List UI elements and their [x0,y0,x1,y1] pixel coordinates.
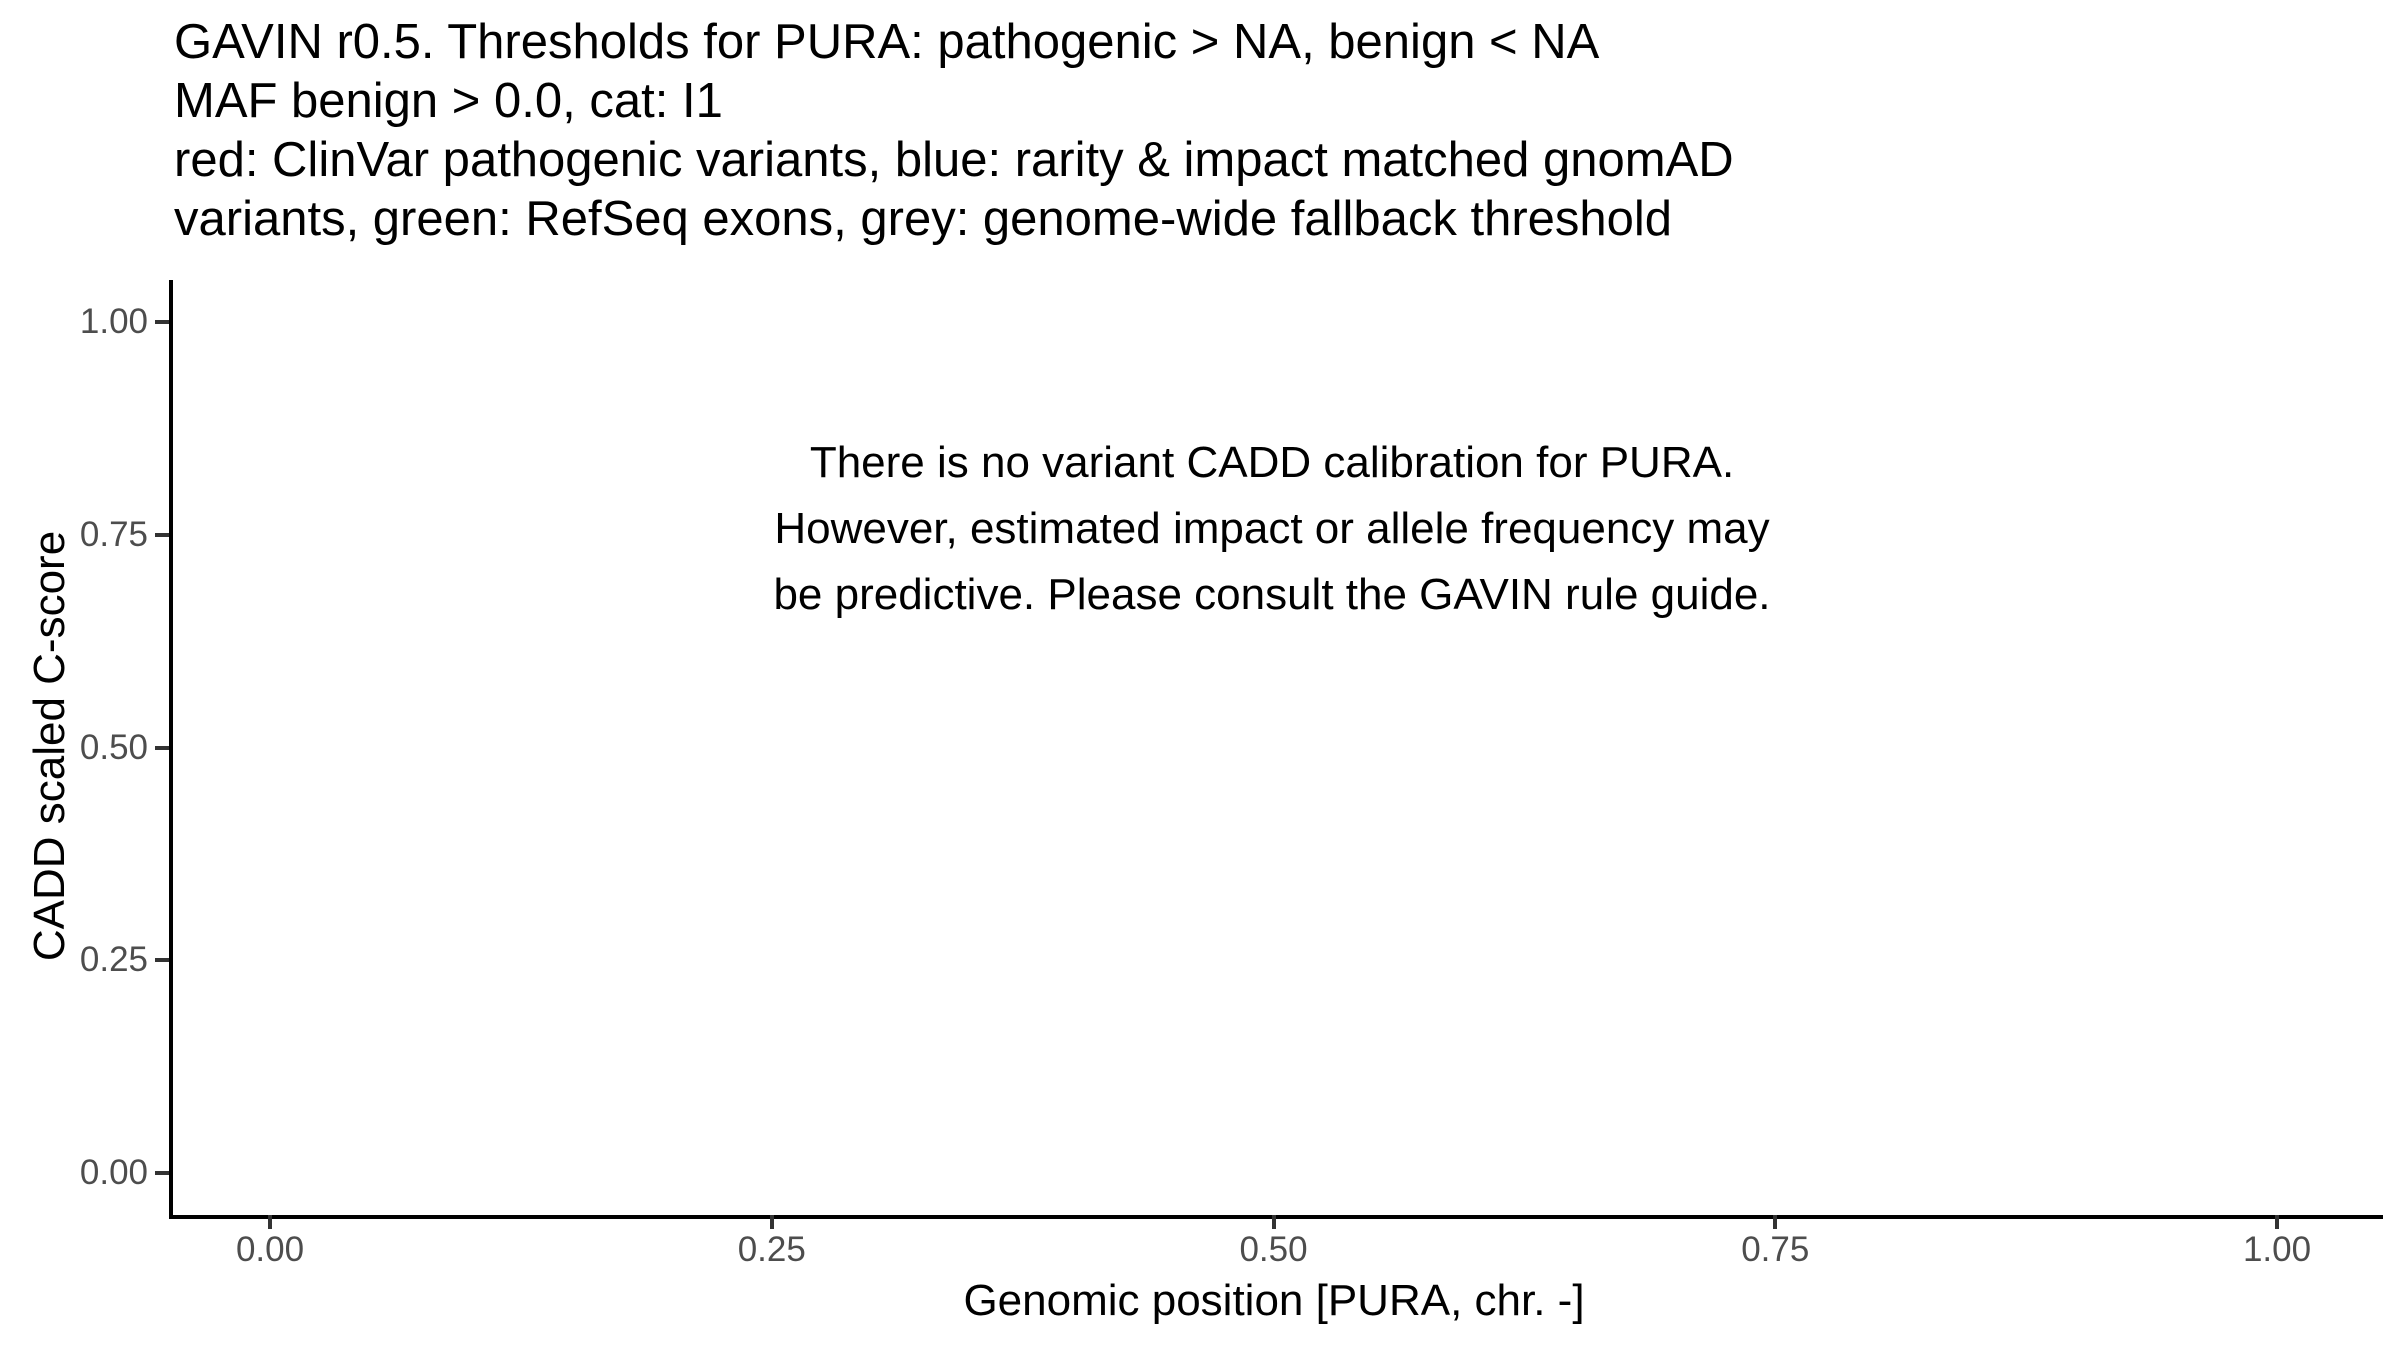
y-axis-tick-mark [155,1171,169,1175]
x-axis-tick-mark [268,1215,272,1229]
y-axis-tick-label: 0.25 [79,940,148,980]
annotation-line-1: There is no variant CADD calibration for PURA. [809,438,1735,487]
x-axis-tick-mark [2275,1215,2279,1229]
y-axis-tick-label: 0.50 [79,727,148,767]
y-axis-tick-mark [155,958,169,962]
chart-title-line-3: red: ClinVar pathogenic variants, blue: rarity & impact matched gnomAD [174,133,1734,187]
y-axis-tick-mark [155,746,169,750]
y-axis-tick-mark [155,320,169,324]
x-axis-tick-mark [770,1215,774,1229]
x-axis-tick-label: 0.25 [737,1230,806,1269]
no-calibration-annotation [672,430,1872,628]
y-axis-tick-label: 1.00 [79,302,148,341]
x-axis-title: Genomic position [PURA, chr. -] [963,1276,1585,1325]
x-axis-tick-mark [1272,1215,1276,1229]
annotation-line-2: However, estimated impact or allele frequency may [774,504,1770,553]
y-axis-title: CADD scaled C-score [25,530,74,962]
plot-panel [169,280,2383,1219]
x-axis-tick-mark [1773,1215,1777,1229]
chart-title-line-2: MAF benign > 0.0, cat: I1 [174,74,723,128]
annotation-line-3: be predictive. Please consult the GAVIN rule guide. [773,570,1771,619]
y-axis-tick-mark [155,533,169,537]
x-axis-tick-label: 0.00 [235,1230,305,1269]
x-axis-tick-label: 0.50 [1239,1230,1308,1269]
x-axis-tick-label: 0.75 [1741,1230,1810,1269]
y-axis-tick-label: 0.75 [79,514,148,554]
chart-title [174,13,1734,249]
x-axis-tick-label: 1.00 [2242,1230,2312,1269]
y-axis-tick-label: 0.00 [79,1153,148,1192]
chart-title-line-4: variants, green: RefSeq exons, grey: genome-wide fallback threshold [174,192,1673,246]
chart-title-line-1: GAVIN r0.5. Thresholds for PURA: pathogenic > NA, benign < NA [174,15,1600,69]
